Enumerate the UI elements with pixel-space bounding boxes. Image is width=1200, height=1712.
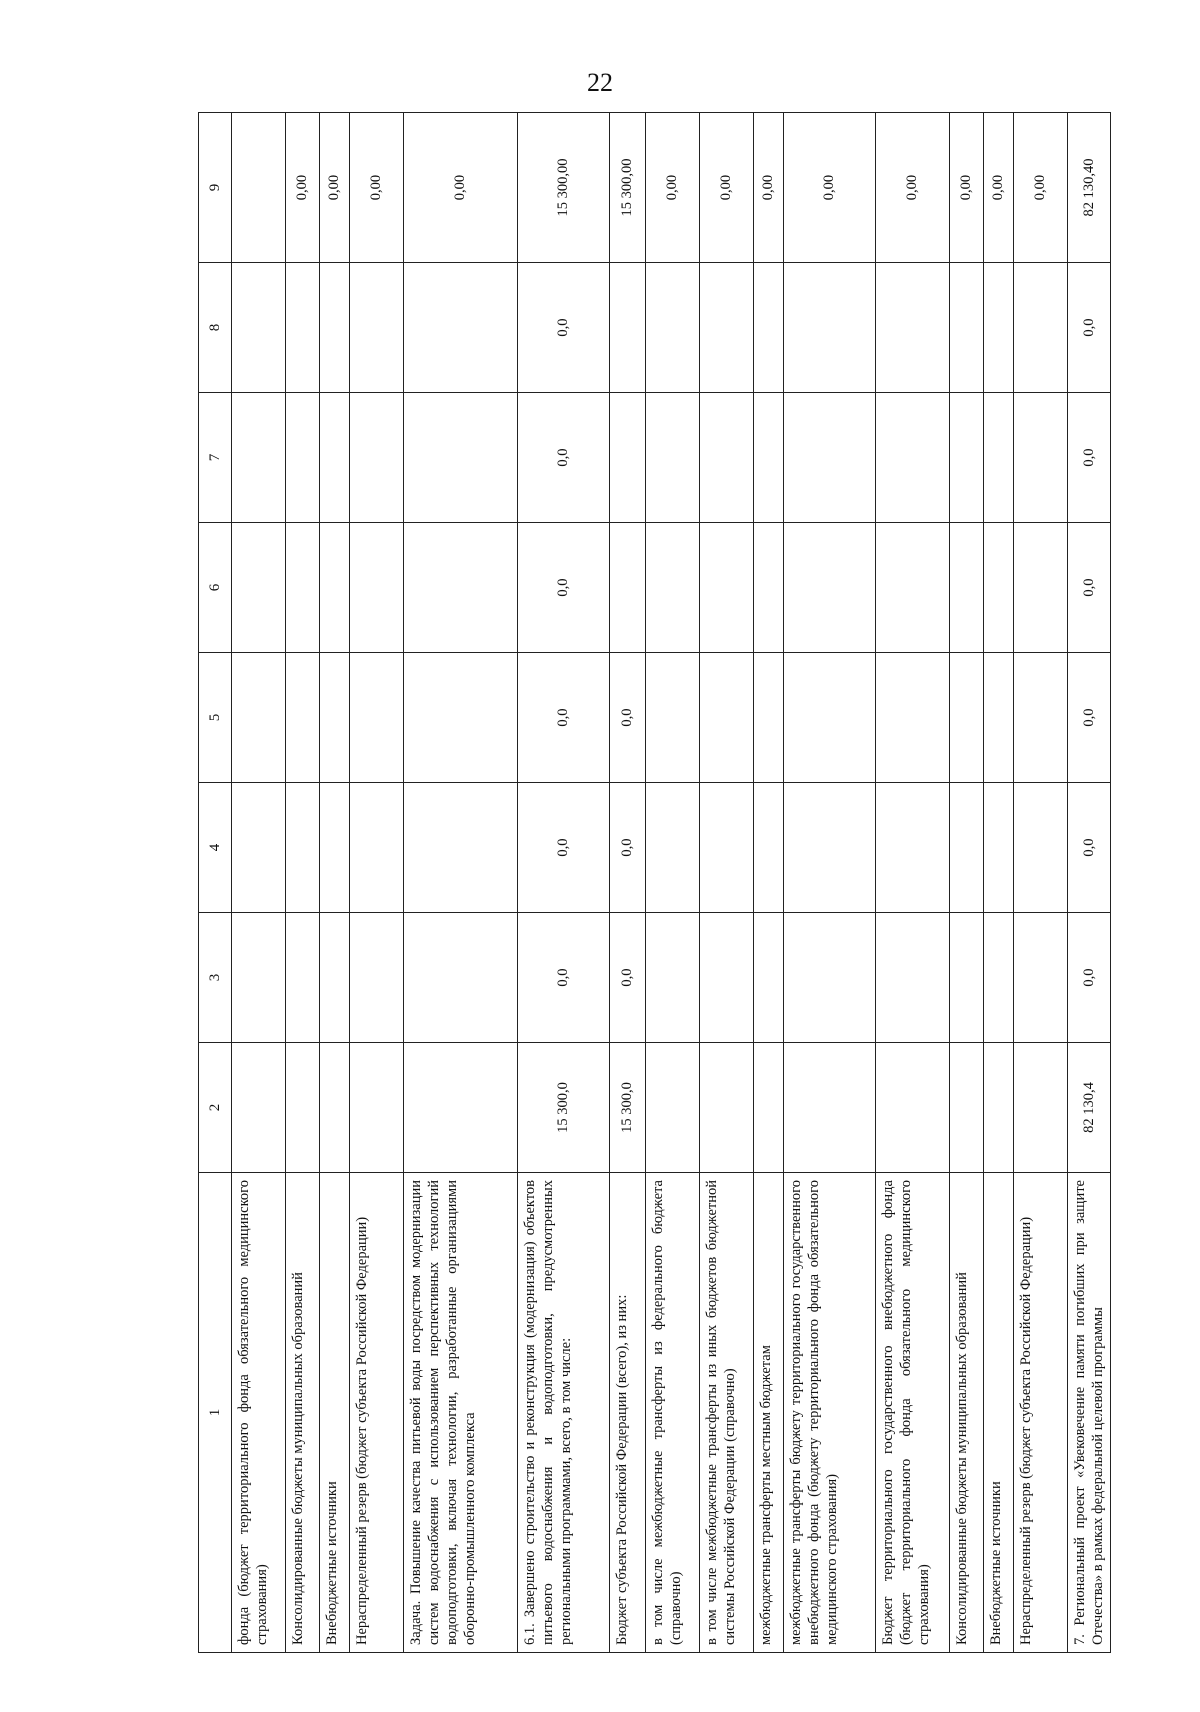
value-cell-col-7 (320, 393, 350, 523)
value-cell-col-9: 0,00 (286, 113, 320, 263)
table-row (1014, 113, 1068, 1653)
value-cell-col-7: 0,0 (1068, 393, 1111, 523)
value-cell-col-9: 0,00 (984, 113, 1014, 263)
value-cell-col-4 (320, 783, 350, 913)
value-cell-col-8 (350, 263, 404, 393)
column-header-4: 4 (199, 783, 232, 913)
value-cell-col-8 (876, 263, 950, 393)
value-cell-col-3 (950, 913, 984, 1043)
value-cell-col-4 (1014, 783, 1068, 913)
value-cell-col-5 (286, 653, 320, 783)
value-cell-col-4 (700, 783, 754, 913)
value-cell-col-6 (286, 523, 320, 653)
value-cell-col-6 (784, 523, 876, 653)
table-row (984, 113, 1014, 1653)
table-row (700, 113, 754, 1653)
value-cell-col-8 (950, 263, 984, 393)
table-row (784, 113, 876, 1653)
value-cell-col-9: 0,00 (320, 113, 350, 263)
value-cell-col-2: 15 300,0 (518, 1043, 610, 1173)
value-cell-col-8 (700, 263, 754, 393)
value-cell-col-5 (1014, 653, 1068, 783)
value-cell-col-3 (320, 913, 350, 1043)
row-label: Нераспределенный резерв (бюджет субъекта Российской Федерации) (350, 1173, 404, 1653)
value-cell-col-5 (700, 653, 754, 783)
value-cell-col-7 (232, 393, 286, 523)
value-cell-col-3: 0,0 (1068, 913, 1111, 1043)
column-header-9: 9 (199, 113, 232, 263)
value-cell-col-3 (700, 913, 754, 1043)
value-cell-col-2 (1014, 1043, 1068, 1173)
value-cell-col-2 (646, 1043, 700, 1173)
value-cell-col-5: 0,0 (518, 653, 610, 783)
table-row (350, 113, 404, 1653)
table-row (950, 113, 984, 1653)
value-cell-col-9: 0,00 (950, 113, 984, 263)
value-cell-col-2 (754, 1043, 784, 1173)
value-cell-col-5 (404, 653, 518, 783)
value-cell-col-8: 0,0 (1068, 263, 1111, 393)
value-cell-col-4 (404, 783, 518, 913)
value-cell-col-9: 82 130,40 (1068, 113, 1111, 263)
table-row (754, 113, 784, 1653)
value-cell-col-2: 82 130,4 (1068, 1043, 1111, 1173)
value-cell-col-5 (350, 653, 404, 783)
column-header-2: 2 (199, 1043, 232, 1173)
row-label: Внебюджетные источники (320, 1173, 350, 1653)
value-cell-col-5 (876, 653, 950, 783)
value-cell-col-4 (950, 783, 984, 913)
value-cell-col-3 (350, 913, 404, 1043)
value-cell-col-2 (350, 1043, 404, 1173)
value-cell-col-7: 0,0 (518, 393, 610, 523)
value-cell-col-8 (320, 263, 350, 393)
value-cell-col-7 (1014, 393, 1068, 523)
value-cell-col-5: 0,0 (610, 653, 646, 783)
value-cell-col-2 (286, 1043, 320, 1173)
value-cell-col-6 (404, 523, 518, 653)
value-cell-col-2 (404, 1043, 518, 1173)
value-cell-col-8: 0,0 (518, 263, 610, 393)
value-cell-col-6 (232, 523, 286, 653)
value-cell-col-5 (754, 653, 784, 783)
row-label: в том числе межбюджетные трансферты из иных бюджетов бюджетной системы Российской Федерации (справочно) (700, 1173, 754, 1653)
table-row (646, 113, 700, 1653)
row-label: Задача. Повышение качества питьевой воды посредством модернизации систем водоснабжения с использованием перспективных технологий водоподготовки, включая технологии, разработанные организациями оборонно-промышленного комплекса (404, 1173, 518, 1653)
value-cell-col-7 (610, 393, 646, 523)
row-label: 6.1. Завершено строительство и реконструкция (модернизация) объектов питьевого водоснабжения и водоподготовки, предусмотренных региональными программами, всего, в том числе: (518, 1173, 610, 1653)
value-cell-col-4 (646, 783, 700, 913)
value-cell-col-4 (984, 783, 1014, 913)
value-cell-col-3: 0,0 (610, 913, 646, 1043)
value-cell-col-2 (984, 1043, 1014, 1173)
value-cell-col-9: 0,00 (700, 113, 754, 263)
value-cell-col-3 (646, 913, 700, 1043)
value-cell-col-9: 0,00 (1014, 113, 1068, 263)
value-cell-col-9: 0,00 (876, 113, 950, 263)
value-cell-col-2: 15 300,0 (610, 1043, 646, 1173)
page-number: 22 (587, 68, 613, 97)
value-cell-col-2 (950, 1043, 984, 1173)
table-row (286, 113, 320, 1653)
value-cell-col-2 (876, 1043, 950, 1173)
value-cell-col-5 (984, 653, 1014, 783)
row-label: в том числе межбюджетные трансферты из федерального бюджета (справочно) (646, 1173, 700, 1653)
value-cell-col-8 (232, 263, 286, 393)
value-cell-col-9: 0,00 (754, 113, 784, 263)
value-cell-col-3 (784, 913, 876, 1043)
value-cell-col-3 (876, 913, 950, 1043)
value-cell-col-6: 0,0 (1068, 523, 1111, 653)
value-cell-col-6 (950, 523, 984, 653)
value-cell-col-9: 15 300,00 (610, 113, 646, 263)
value-cell-col-5 (232, 653, 286, 783)
value-cell-col-8 (610, 263, 646, 393)
row-label: Бюджет территориального государственного внебюджетного фонда (бюджет территориального фонда обязательного медицинского страхования) (876, 1173, 950, 1653)
value-cell-col-3: 0,0 (518, 913, 610, 1043)
value-cell-col-8 (646, 263, 700, 393)
value-cell-col-7 (646, 393, 700, 523)
value-cell-col-4 (784, 783, 876, 913)
table-row (1068, 113, 1111, 1653)
value-cell-col-6 (610, 523, 646, 653)
value-cell-col-7 (876, 393, 950, 523)
value-cell-col-7 (950, 393, 984, 523)
value-cell-col-3 (754, 913, 784, 1043)
row-label: 7. Региональный проект «Увековечение памяти погибших при защите Отечества» в рамках федеральной целевой программы (1068, 1173, 1111, 1653)
budget-table-frame (198, 113, 1107, 1653)
value-cell-col-9: 0,00 (404, 113, 518, 263)
value-cell-col-4 (350, 783, 404, 913)
header-row (199, 113, 232, 1653)
value-cell-col-4 (754, 783, 784, 913)
value-cell-col-9: 0,00 (350, 113, 404, 263)
column-header-3: 3 (199, 913, 232, 1043)
row-label: Нераспределенный резерв (бюджет субъекта Российской Федерации) (1014, 1173, 1068, 1653)
value-cell-col-5: 0,0 (1068, 653, 1111, 783)
value-cell-col-5 (320, 653, 350, 783)
value-cell-col-4: 0,0 (610, 783, 646, 913)
value-cell-col-3 (404, 913, 518, 1043)
value-cell-col-2 (320, 1043, 350, 1173)
value-cell-col-8 (404, 263, 518, 393)
value-cell-col-4 (876, 783, 950, 913)
value-cell-col-2 (700, 1043, 754, 1173)
value-cell-col-9: 15 300,00 (518, 113, 610, 263)
value-cell-col-8 (784, 263, 876, 393)
column-header-8: 8 (199, 263, 232, 393)
value-cell-col-7 (754, 393, 784, 523)
row-label: фонда (бюджет территориального фонда обязательного медицинского страхования) (232, 1173, 286, 1653)
value-cell-col-7 (700, 393, 754, 523)
value-cell-col-5 (950, 653, 984, 783)
value-cell-col-7 (350, 393, 404, 523)
value-cell-col-7 (984, 393, 1014, 523)
table-row (232, 113, 286, 1653)
value-cell-col-7 (286, 393, 320, 523)
value-cell-col-6 (876, 523, 950, 653)
value-cell-col-2 (232, 1043, 286, 1173)
value-cell-col-9: 0,00 (784, 113, 876, 263)
table-row (610, 113, 646, 1653)
value-cell-col-8 (286, 263, 320, 393)
value-cell-col-8 (984, 263, 1014, 393)
value-cell-col-6 (754, 523, 784, 653)
value-cell-col-4 (286, 783, 320, 913)
value-cell-col-7 (784, 393, 876, 523)
value-cell-col-7 (404, 393, 518, 523)
value-cell-col-8 (754, 263, 784, 393)
value-cell-col-6 (700, 523, 754, 653)
value-cell-col-6 (1014, 523, 1068, 653)
row-label: межбюджетные трансферты местным бюджетам (754, 1173, 784, 1653)
column-header-6: 6 (199, 523, 232, 653)
value-cell-col-5 (646, 653, 700, 783)
value-cell-col-6 (646, 523, 700, 653)
value-cell-col-6 (320, 523, 350, 653)
row-label: межбюджетные трансферты бюджету территориального государственного внебюджетного фонда (бюджету территориального фонда обязательного медицинского страхования) (784, 1173, 876, 1653)
value-cell-col-6: 0,0 (518, 523, 610, 653)
value-cell-col-8 (1014, 263, 1068, 393)
value-cell-col-9: 0,00 (646, 113, 700, 263)
column-header-7: 7 (199, 393, 232, 523)
row-label: Консолидированные бюджеты муниципальных образований (286, 1173, 320, 1653)
row-label: Бюджет субъекта Российской Федерации (всего), из них: (610, 1173, 646, 1653)
row-label: Консолидированные бюджеты муниципальных образований (950, 1173, 984, 1653)
value-cell-col-5 (784, 653, 876, 783)
value-cell-col-9 (232, 113, 286, 263)
value-cell-col-4: 0,0 (1068, 783, 1111, 913)
column-header-5: 5 (199, 653, 232, 783)
value-cell-col-4: 0,0 (518, 783, 610, 913)
value-cell-col-3 (1014, 913, 1068, 1043)
table-row (404, 113, 518, 1653)
budget-table (198, 112, 1111, 1653)
value-cell-col-3 (984, 913, 1014, 1043)
value-cell-col-2 (784, 1043, 876, 1173)
value-cell-col-6 (984, 523, 1014, 653)
table-row (876, 113, 950, 1653)
row-label: Внебюджетные источники (984, 1173, 1014, 1653)
column-header-1: 1 (199, 1173, 232, 1653)
value-cell-col-3 (286, 913, 320, 1043)
table-row (518, 113, 610, 1653)
table-row (320, 113, 350, 1653)
value-cell-col-3 (232, 913, 286, 1043)
value-cell-col-4 (232, 783, 286, 913)
value-cell-col-6 (350, 523, 404, 653)
